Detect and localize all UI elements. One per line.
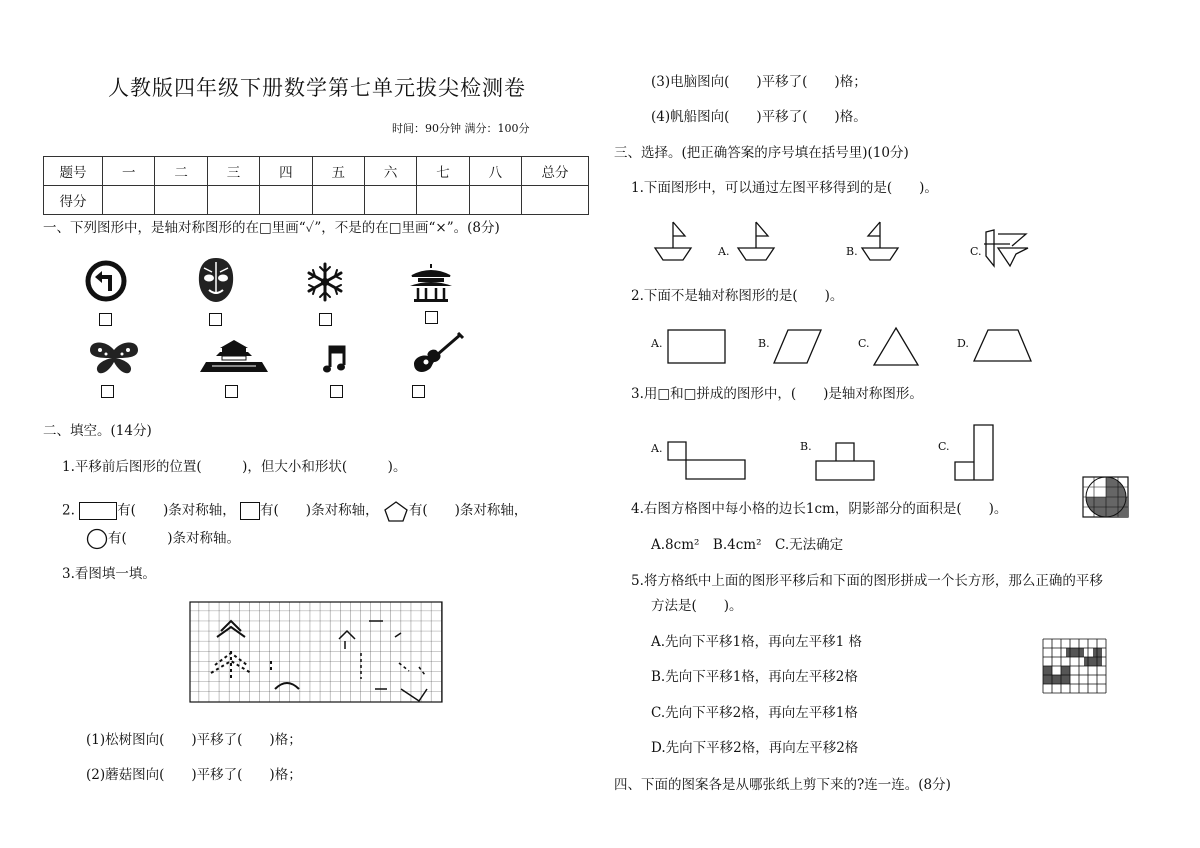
score-input-cell[interactable] — [312, 186, 364, 215]
choice-question-3: 3.用□和□拼成的图形中，( )是轴对称图形。 — [631, 386, 923, 402]
page-title: 人教版四年级下册数学第七单元拔尖检测卷 — [108, 76, 526, 100]
turn-left-sign-icon — [85, 260, 127, 302]
answer-checkbox[interactable] — [319, 313, 332, 326]
circle-figure — [86, 528, 108, 550]
circle-axes-text: 有( )条对称轴。 — [108, 530, 241, 547]
section3-header: 三、选择。(把正确答案的序号填在括号里)(10分) — [614, 145, 909, 161]
parallelogram-option-icon[interactable] — [772, 328, 824, 366]
choice-label: C. — [858, 337, 870, 350]
section2-header: 二、填空。(14分) — [43, 423, 152, 439]
choice-question-5-cont: 方法是( )。 — [651, 598, 743, 614]
sailboat-option-c-icon[interactable] — [982, 226, 1030, 270]
choice-label: D. — [957, 337, 969, 350]
score-cell: 题号 — [44, 157, 103, 186]
sailboat-option-b-icon[interactable] — [858, 218, 902, 264]
score-input-cell[interactable] — [155, 186, 207, 215]
fill-question-2-cont — [86, 528, 240, 550]
answer-checkbox[interactable] — [412, 385, 425, 398]
choice-question-1: 1.下面图形中，可以通过左图平移得到的是( )。 — [631, 180, 938, 196]
score-cell: 六 — [364, 157, 416, 186]
score-table — [43, 156, 589, 215]
guitar-icon — [410, 332, 464, 376]
translation-puzzle-grid-figure — [1042, 634, 1110, 694]
pavilion-icon — [408, 262, 454, 302]
question-number: 2. — [62, 502, 75, 519]
score-input-cell[interactable] — [207, 186, 259, 215]
choice-label: A. — [651, 337, 663, 350]
composite-option-a-icon[interactable] — [666, 438, 748, 482]
choice-q5-option-d[interactable]: D.先向下平移2格，再向左平移2格 — [651, 740, 859, 756]
choice-question-4: 4.右图方格图中每小格的边长1cm，阴影部分的面积是( )。 — [631, 501, 1008, 517]
choice-label: C. — [970, 245, 982, 258]
composite-option-c-icon[interactable] — [952, 422, 998, 482]
choice-label: B. — [800, 440, 812, 453]
pentagon-axes-text: 有( )条对称轴， — [408, 502, 528, 519]
score-cell: 二 — [155, 157, 207, 186]
score-cell: 五 — [312, 157, 364, 186]
butterfly-icon — [88, 340, 140, 376]
score-cell: 一 — [103, 157, 155, 186]
choice-question-4-options: A.8cm² B.4cm² C.无法确定 — [651, 537, 844, 553]
choice-label: C. — [938, 440, 950, 453]
answer-checkbox[interactable] — [101, 385, 114, 398]
score-cell: 总分 — [522, 157, 589, 186]
score-cell: 八 — [469, 157, 521, 186]
fill-question-1: 1.平移前后图形的位置( )，但大小和形状( )。 — [62, 459, 407, 475]
snowflake-icon — [305, 262, 345, 302]
sailboat-option-a-icon[interactable] — [734, 218, 778, 264]
choice-label: B. — [758, 337, 770, 350]
choice-q5-option-b[interactable]: B.先向下平移1格，再向左平移2格 — [651, 669, 858, 685]
answer-checkbox[interactable] — [425, 311, 438, 324]
section1-header: 一、下列图形中，是轴对称图形的在□里画“✓”，不是的在□里画“×”。(8分) — [43, 220, 500, 236]
fill-question-3-3: (3)电脑图向( )平移了( )格； — [651, 74, 867, 90]
fill-question-3-4: (4)帆船图向( )平移了( )格。 — [651, 109, 867, 125]
shaded-grid-figure — [1082, 476, 1130, 518]
tiananmen-icon — [198, 338, 270, 374]
choice-question-5: 5.将方格纸中上面的图形平移后和下面的图形拼成一个长方形，那么正确的平移 — [631, 573, 1103, 589]
choice-label: A. — [718, 245, 730, 258]
answer-checkbox[interactable] — [99, 313, 112, 326]
sailboat-original-icon — [651, 218, 695, 264]
choice-q5-option-c[interactable]: C.先向下平移2格，再向左平移1格 — [651, 705, 858, 721]
choice-question-2: 2.下面不是轴对称图形的是( )。 — [631, 288, 844, 304]
square-figure — [240, 502, 260, 520]
choice-label: B. — [846, 245, 858, 258]
choice-q5-option-a[interactable]: A.先向下平移1格，再向左平移1 格 — [651, 634, 863, 650]
score-table-header-row — [44, 157, 589, 186]
section4-header: 四、下面的图案各是从哪张纸上剪下来的?连一连。(8分) — [614, 777, 951, 793]
score-cell: 七 — [417, 157, 469, 186]
score-input-cell[interactable] — [260, 186, 312, 215]
fill-question-3-2: (2)蘑菇图向( )平移了( )格； — [86, 767, 302, 783]
trapezoid-option-icon[interactable] — [972, 328, 1034, 364]
score-table-score-row — [44, 186, 589, 215]
score-input-cell[interactable] — [469, 186, 521, 215]
score-input-cell[interactable] — [103, 186, 155, 215]
rectangle-option-icon[interactable] — [666, 328, 728, 366]
test-meta: 时间：90分钟 满分：100分 — [392, 122, 530, 135]
fill-question-2 — [62, 500, 527, 522]
rectangle-axes-text: 有( )条对称轴， — [117, 502, 236, 519]
answer-checkbox[interactable] — [330, 385, 343, 398]
music-note-icon — [323, 343, 351, 375]
opera-mask-icon — [196, 256, 236, 304]
choice-label: A. — [651, 442, 663, 455]
score-cell: 三 — [207, 157, 259, 186]
triangle-option-icon[interactable] — [872, 326, 920, 368]
score-input-cell[interactable] — [417, 186, 469, 215]
answer-checkbox[interactable] — [209, 313, 222, 326]
score-cell: 四 — [260, 157, 312, 186]
rectangle-figure — [79, 502, 117, 520]
pentagon-figure — [383, 500, 409, 522]
square-axes-text: 有( )条对称轴， — [260, 502, 379, 519]
answer-checkbox[interactable] — [225, 385, 238, 398]
score-cell: 得分 — [44, 186, 103, 215]
fill-question-3-1: (1)松树图向( )平移了( )格； — [86, 732, 302, 748]
translation-grid-figure — [189, 601, 443, 703]
score-input-cell[interactable] — [522, 186, 589, 215]
score-input-cell[interactable] — [364, 186, 416, 215]
composite-option-b-icon[interactable] — [814, 440, 878, 484]
fill-question-3: 3.看图填一填。 — [62, 566, 156, 582]
